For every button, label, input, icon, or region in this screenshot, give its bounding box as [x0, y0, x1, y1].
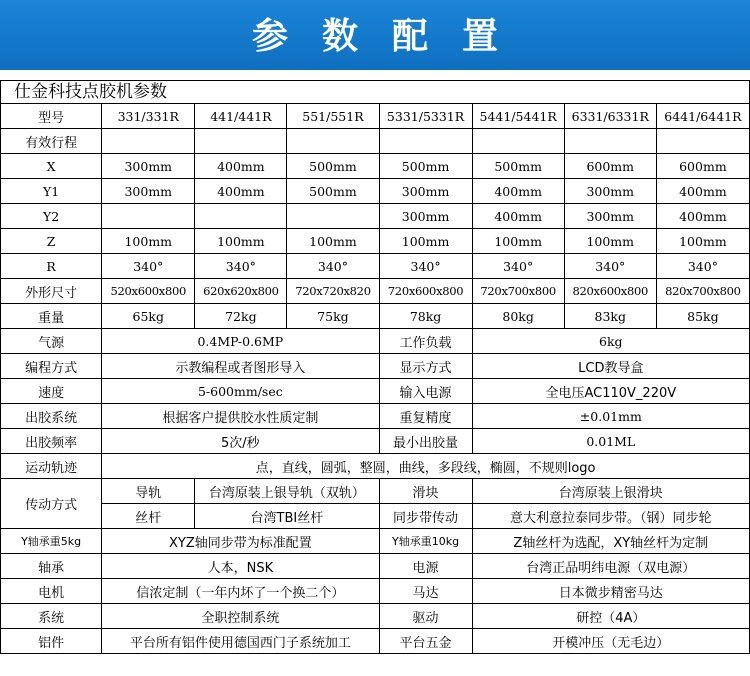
cell-value: 620x620x800 — [195, 279, 287, 304]
cell-model: 5441/5441R — [472, 104, 564, 129]
cell-value: 72kg — [195, 304, 287, 329]
cell-empty — [287, 129, 379, 154]
cell-value: 人本，NSK — [102, 554, 379, 579]
cell-value: 85kg — [656, 304, 749, 329]
cell-label-air: 气源 — [1, 329, 102, 354]
table-row-y2 — [1, 204, 750, 229]
cell-value: 400mm — [195, 179, 287, 204]
table-row-travel — [1, 129, 750, 154]
cell-label-speed: 速度 — [1, 379, 102, 404]
cell-label-psu: 电源 — [379, 554, 472, 579]
cell-value: 720x700x800 — [472, 279, 564, 304]
cell-sublabel-screw: 丝杆 — [102, 504, 195, 529]
cell-value: 500mm — [379, 154, 472, 179]
cell-value: 信浓定制（一年内坏了一个换二个） — [102, 579, 379, 604]
table-row-r — [1, 254, 750, 279]
cell-value: 100mm — [379, 229, 472, 254]
table-row-x — [1, 154, 750, 179]
cell-value — [287, 204, 379, 229]
cell-value: 意大利意拉泰同步带。（钢）同步轮 — [472, 504, 749, 529]
cell-label-yload-10: Y轴承重10kg — [379, 529, 472, 554]
cell-label-z: Z — [1, 229, 102, 254]
cell-value: 点，直线，圆弧，整圆，曲线，多段线，椭圆，不规则logo — [102, 454, 750, 479]
cell-model: 5331/5331R — [379, 104, 472, 129]
cell-value: 台湾TBI丝杆 — [195, 504, 379, 529]
cell-value: 日本微步精密马达 — [472, 579, 749, 604]
cell-empty — [102, 129, 195, 154]
table-row-y1 — [1, 179, 750, 204]
cell-value: Z轴丝杆为选配，XY轴丝杆为定制 — [472, 529, 749, 554]
cell-value: 100mm — [656, 229, 749, 254]
cell-value: 600mm — [656, 154, 749, 179]
cell-value: 720x720x820 — [287, 279, 379, 304]
cell-value: 340° — [564, 254, 656, 279]
cell-empty — [564, 129, 656, 154]
cell-value — [195, 204, 287, 229]
cell-label-model: 型号 — [1, 104, 102, 129]
cell-label-yload-5: Y轴承重5kg — [1, 529, 102, 554]
cell-value: 75kg — [287, 304, 379, 329]
cell-empty — [472, 129, 564, 154]
cell-label-drive: 传动方式 — [1, 479, 102, 529]
cell-label-dims: 外形尺寸 — [1, 279, 102, 304]
cell-label-travel: 有效行程 — [1, 129, 102, 154]
banner-title: 参数配置 — [251, 15, 532, 57]
cell-label-alu: 铝件 — [1, 629, 102, 654]
table-row-z — [1, 229, 750, 254]
cell-value: 600mm — [564, 154, 656, 179]
cell-label-stepper: 马达 — [379, 579, 472, 604]
cell-value: 100mm — [472, 229, 564, 254]
table-row-bearing — [1, 554, 750, 579]
cell-model: 6331/6331R — [564, 104, 656, 129]
cell-value: 300mm — [102, 179, 195, 204]
cell-value: 研控（4A） — [472, 604, 749, 629]
table-row-speed — [1, 379, 750, 404]
table-row-motor — [1, 579, 750, 604]
cell-label-r: R — [1, 254, 102, 279]
cell-value: LCD教导盒 — [472, 354, 749, 379]
cell-value: 5次/秒 — [102, 429, 379, 454]
cell-value: 520x600x800 — [102, 279, 195, 304]
cell-value: 340° — [102, 254, 195, 279]
cell-label-belt: 同步带传动 — [379, 504, 472, 529]
cell-value: 全职控制系统 — [102, 604, 379, 629]
cell-value: 340° — [287, 254, 379, 279]
cell-value: 83kg — [564, 304, 656, 329]
cell-value: 300mm — [379, 179, 472, 204]
cell-label-freq: 出胶频率 — [1, 429, 102, 454]
table-row-drive — [1, 479, 750, 504]
cell-value: 台湾正品明纬电源（双电源） — [472, 554, 749, 579]
cell-label-bearing: 轴承 — [1, 554, 102, 579]
cell-value: 6kg — [472, 329, 749, 354]
cell-value: XYZ轴同步带为标准配置 — [102, 529, 379, 554]
cell-value: 500mm — [287, 179, 379, 204]
cell-value: 100mm — [195, 229, 287, 254]
cell-model: 551/551R — [287, 104, 379, 129]
cell-label-display: 显示方式 — [379, 354, 472, 379]
table-row-alu — [1, 629, 750, 654]
cell-value: 0.4MP-0.6MP — [102, 329, 379, 354]
cell-value: 根据客户提供胶水性质定制 — [102, 404, 379, 429]
cell-value: 400mm — [656, 204, 749, 229]
cell-label-hardware: 平台五金 — [379, 629, 472, 654]
title-banner — [0, 0, 750, 70]
cell-label-min-glue: 最小出胶量 — [379, 429, 472, 454]
cell-value: 400mm — [472, 179, 564, 204]
table-row-weight — [1, 304, 750, 329]
table-row-freq — [1, 429, 750, 454]
spec-table — [0, 103, 750, 654]
cell-model: 331/331R — [102, 104, 195, 129]
table-row-motion — [1, 454, 750, 479]
cell-sublabel-rail: 导轨 — [102, 479, 195, 504]
cell-value: 100mm — [102, 229, 195, 254]
cell-value: 300mm — [379, 204, 472, 229]
cell-value: 100mm — [287, 229, 379, 254]
cell-value: 全电压AC110V_220V — [472, 379, 749, 404]
cell-value: 340° — [472, 254, 564, 279]
cell-value: 400mm — [195, 154, 287, 179]
cell-value: 平台所有铝件使用德国西门子系统加工 — [102, 629, 379, 654]
cell-empty — [195, 129, 287, 154]
cell-value — [102, 204, 195, 229]
table-row-screw — [1, 504, 750, 529]
cell-value: 340° — [656, 254, 749, 279]
cell-label-power-input: 输入电源 — [379, 379, 472, 404]
cell-value: 5-600mm/sec — [102, 379, 379, 404]
cell-value: 78kg — [379, 304, 472, 329]
cell-value: 400mm — [656, 179, 749, 204]
cell-label-motion: 运动轨迹 — [1, 454, 102, 479]
cell-value: 开模冲压（无毛边） — [472, 629, 749, 654]
cell-label-y1: Y1 — [1, 179, 102, 204]
cell-value: 820x700x800 — [656, 279, 749, 304]
table-row-system — [1, 604, 750, 629]
cell-label-weight: 重量 — [1, 304, 102, 329]
cell-model: 441/441R — [195, 104, 287, 129]
cell-value: 示教编程或者图形导入 — [102, 354, 379, 379]
cell-value: 台湾原装上银导轨（双轨） — [195, 479, 379, 504]
cell-label-glue: 出胶系统 — [1, 404, 102, 429]
cell-value: 340° — [195, 254, 287, 279]
cell-value: 0.01ML — [472, 429, 749, 454]
cell-label-precision: 重复精度 — [379, 404, 472, 429]
cell-empty — [656, 129, 749, 154]
table-row-air — [1, 329, 750, 354]
cell-label-load: 工作负载 — [379, 329, 472, 354]
cell-label-driver: 驱动 — [379, 604, 472, 629]
table-row-header — [1, 104, 750, 129]
cell-value: 500mm — [287, 154, 379, 179]
table-caption: 仕金科技点胶机参数 — [0, 80, 750, 103]
cell-value: 300mm — [564, 179, 656, 204]
cell-label-slider: 滑块 — [379, 479, 472, 504]
cell-value: 820x600x800 — [564, 279, 656, 304]
cell-value: 100mm — [564, 229, 656, 254]
cell-value: 80kg — [472, 304, 564, 329]
banner-gap — [0, 70, 750, 80]
cell-value: 500mm — [472, 154, 564, 179]
cell-model: 6441/6441R — [656, 104, 749, 129]
cell-value: 400mm — [472, 204, 564, 229]
cell-empty — [379, 129, 472, 154]
table-row-program — [1, 354, 750, 379]
cell-label-x: X — [1, 154, 102, 179]
cell-value: 台湾原装上银滑块 — [472, 479, 749, 504]
table-row-yload — [1, 529, 750, 554]
cell-label-system: 系统 — [1, 604, 102, 629]
cell-value: 720x600x800 — [379, 279, 472, 304]
cell-label-motor: 电机 — [1, 579, 102, 604]
table-row-dims — [1, 279, 750, 304]
cell-label-program: 编程方式 — [1, 354, 102, 379]
cell-value: 340° — [379, 254, 472, 279]
cell-value: 65kg — [102, 304, 195, 329]
cell-value: ±0.01mm — [472, 404, 749, 429]
cell-label-y2: Y2 — [1, 204, 102, 229]
cell-value: 300mm — [102, 154, 195, 179]
cell-value: 300mm — [564, 204, 656, 229]
table-row-glue — [1, 404, 750, 429]
